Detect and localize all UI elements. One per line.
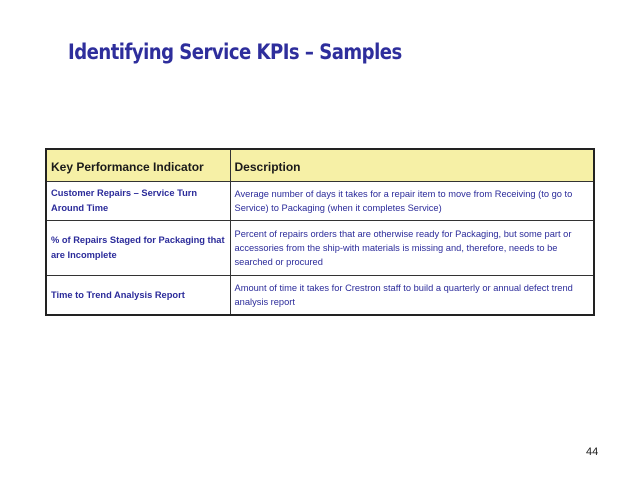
description-cell: Amount of time it takes for Crestron staff to build a quarterly or annual defect trend analysis report xyxy=(230,276,594,316)
header-kpi: Key Performance Indicator xyxy=(46,149,230,182)
page-number: 44 xyxy=(586,446,599,458)
kpi-cell: Time to Trend Analysis Report xyxy=(46,276,230,316)
kpi-cell: Customer Repairs – Service Turn Around Time xyxy=(46,182,230,221)
kpi-table xyxy=(45,148,595,316)
description-cell: Percent of repairs orders that are otherwise ready for Packaging, but some part or accessories from the ship-with materials is missing and, therefore, needs to be searched or procured xyxy=(230,221,594,276)
kpi-cell: % of Repairs Staged for Packaging that are Incomplete xyxy=(46,221,230,276)
table-row xyxy=(46,276,594,316)
table-row xyxy=(46,221,594,276)
header-description: Description xyxy=(230,149,594,182)
table-row xyxy=(46,182,594,221)
description-cell: Average number of days it takes for a repair item to move from Receiving (to go to Service) to Packaging (when it completes Service) xyxy=(230,182,594,221)
slide-title: Identifying Service KPIs – Samples xyxy=(68,40,402,64)
table-header-row xyxy=(46,149,594,182)
